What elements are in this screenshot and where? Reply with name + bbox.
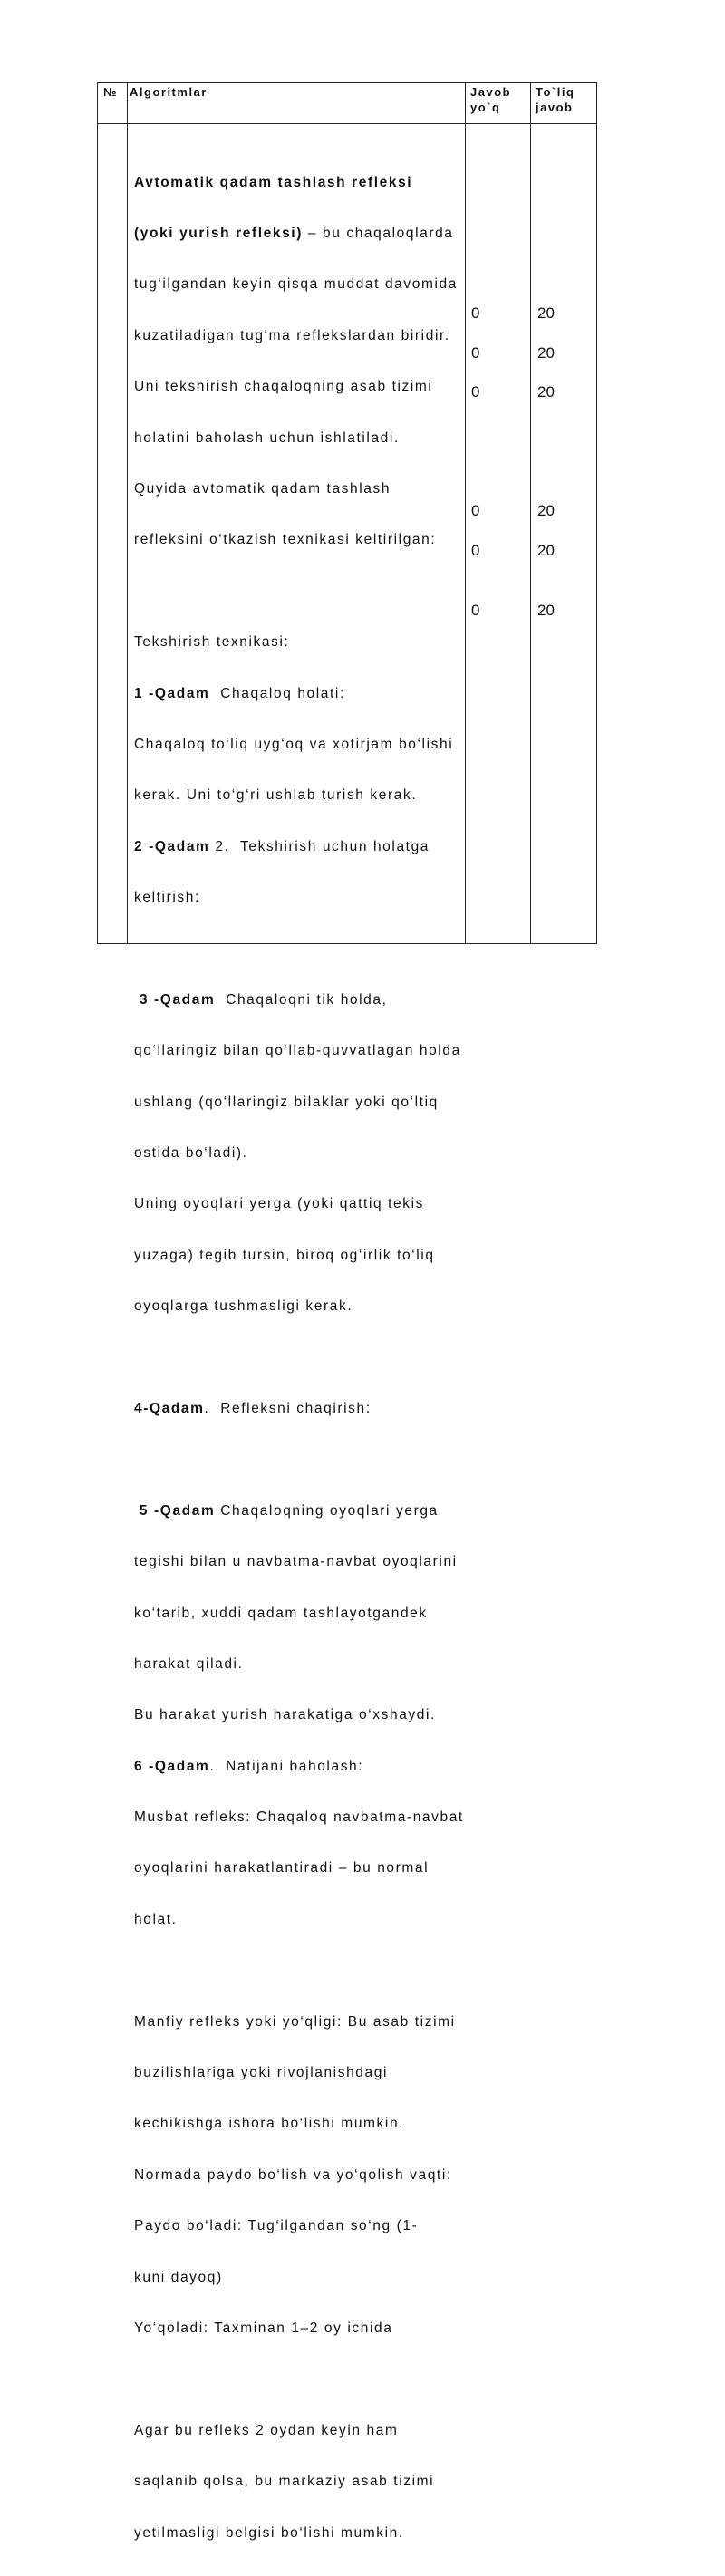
text-line: oyoqlarga tushmasligi kerak. bbox=[134, 1298, 353, 1315]
text-line: yuzaga) tegib tursin, biroq og‘irlik to‘liq bbox=[134, 1247, 435, 1263]
header-no-answer-line2: yo`q bbox=[470, 101, 501, 114]
text-line: holat. bbox=[134, 1911, 178, 1927]
text-line: (yoki yurish refleksi) – bu chaqaloqlarda bbox=[134, 225, 454, 241]
algorithm-description bbox=[134, 140, 464, 2576]
full-answer-score: 20 bbox=[537, 542, 555, 559]
text-line: Agar bu refleks 2 oydan keyin ham bbox=[134, 2422, 399, 2438]
text-line: tegishi bilan u navbatma-navbat oyoqlarini bbox=[134, 1554, 458, 1570]
text-line: kuzatiladigan tug‘ma reflekslardan biridir. bbox=[134, 327, 450, 343]
text-line: oyoqlarini harakatlantiradi – bu normal bbox=[134, 1860, 430, 1877]
text-line: kerak. Uni to‘g‘ri ushlab turish kerak. bbox=[134, 787, 418, 804]
text-line: tug‘ilgandan keyin qisqa muddat davomida bbox=[134, 276, 458, 293]
text-line: Uni tekshirish chaqaloqning asab tizimi bbox=[134, 379, 433, 395]
text-line: ostida bo‘ladi). bbox=[134, 1145, 248, 1162]
text-line: Chaqaloq to‘liq uyg‘oq va xotirjam bo‘lishi bbox=[134, 736, 454, 752]
no-answer-score: 0 bbox=[471, 304, 480, 322]
text-line: Yo‘qoladi: Taxminan 1–2 oy ichida bbox=[134, 2320, 393, 2336]
text-line: Uning oyoqlari yerga (yoki qattiq tekis bbox=[134, 1196, 424, 1212]
header-bottom-border bbox=[97, 123, 597, 124]
no-answer-score: 0 bbox=[471, 383, 480, 400]
text-line: buzilishlariga yoki rivojlanishdagi bbox=[134, 2065, 389, 2081]
header-no-answer-line1: Javob bbox=[470, 85, 512, 99]
col-divider-algorithms bbox=[465, 82, 466, 944]
text-line: Avtomatik qadam tashlash refleksi bbox=[134, 174, 413, 190]
no-answer-score: 0 bbox=[471, 602, 480, 619]
text-line: kuni dayoq) bbox=[134, 2269, 223, 2285]
table-left-border bbox=[97, 82, 98, 944]
full-answer-score: 20 bbox=[537, 602, 555, 619]
col-divider-number bbox=[127, 82, 128, 944]
no-answer-score: 0 bbox=[471, 344, 480, 362]
text-line: keltirish: bbox=[134, 890, 200, 906]
text-line: qo‘llaringiz bilan qo‘llab-quvvatlagan holda bbox=[134, 1043, 461, 1059]
text-line: holatini baholash uchun ishlatiladi. bbox=[134, 429, 400, 446]
text-line: ko‘tarib, xuddi qadam tashlayotgandek bbox=[134, 1605, 428, 1621]
full-answer-score: 20 bbox=[537, 502, 555, 519]
text-line: Normada paydo bo‘lish va yo‘qolish vaqti: bbox=[134, 2166, 452, 2183]
text-line: saqlanib qolsa, bu markaziy asab tizimi bbox=[134, 2474, 435, 2490]
header-full-answer-line1: To`liq bbox=[536, 85, 575, 99]
text-line: yetilmasligi belgisi bo‘lishi mumkin. bbox=[134, 2524, 404, 2541]
text-line: Paydo bo‘ladi: Tug‘ilgandan so‘ng (1- bbox=[134, 2218, 419, 2234]
no-answer-score: 0 bbox=[471, 502, 480, 519]
col-divider-no-answer bbox=[530, 82, 531, 944]
step-heading: 3 -Qadam Chaqaloqni tik holda, bbox=[134, 991, 388, 1008]
text-line: Quyida avtomatik qadam tashlash bbox=[134, 480, 392, 497]
text-line: harakat qiladi. bbox=[134, 1655, 244, 1672]
step-heading: 4-Qadam. Refleksni chaqirish: bbox=[134, 1400, 372, 1416]
text-line: Manfiy refleks yoki yo‘qligi: Bu asab tizimi bbox=[134, 2013, 456, 2030]
no-answer-score: 0 bbox=[471, 542, 480, 559]
text-line: refleksini o‘tkazish texnikasi keltirilgan: bbox=[134, 532, 437, 548]
step-heading: 1 -Qadam Chaqaloq holati: bbox=[134, 685, 345, 701]
header-full-answer-line2: javob bbox=[536, 101, 574, 114]
full-answer-score: 20 bbox=[537, 344, 555, 362]
full-answer-score: 20 bbox=[537, 383, 555, 400]
step-heading: 5 -Qadam Chaqaloqning oyoqlari yerga bbox=[134, 1502, 439, 1519]
step-heading: 6 -Qadam. Natijani baholash: bbox=[134, 1758, 364, 1774]
text-line: Bu harakat yurish harakatiga o‘xshaydi. bbox=[134, 1707, 436, 1723]
table-right-border bbox=[596, 82, 597, 944]
text-line: Musbat refleks: Chaqaloq navbatma-navbat bbox=[134, 1809, 464, 1826]
text-line: ushlang (qo‘llaringiz bilaklar yoki qo‘ltiq bbox=[134, 1094, 439, 1110]
text-line: Tekshirish texnikasi: bbox=[134, 634, 290, 651]
text-line: kechikishga ishora bo‘lishi mumkin. bbox=[134, 2116, 405, 2132]
step-heading: 2 -Qadam 2. Tekshirish uchun holatga bbox=[134, 838, 430, 854]
header-number: № bbox=[103, 85, 118, 99]
header-algorithms: Algoritmlar bbox=[130, 85, 208, 99]
full-answer-score: 20 bbox=[537, 304, 555, 322]
table-top-border bbox=[97, 82, 597, 83]
